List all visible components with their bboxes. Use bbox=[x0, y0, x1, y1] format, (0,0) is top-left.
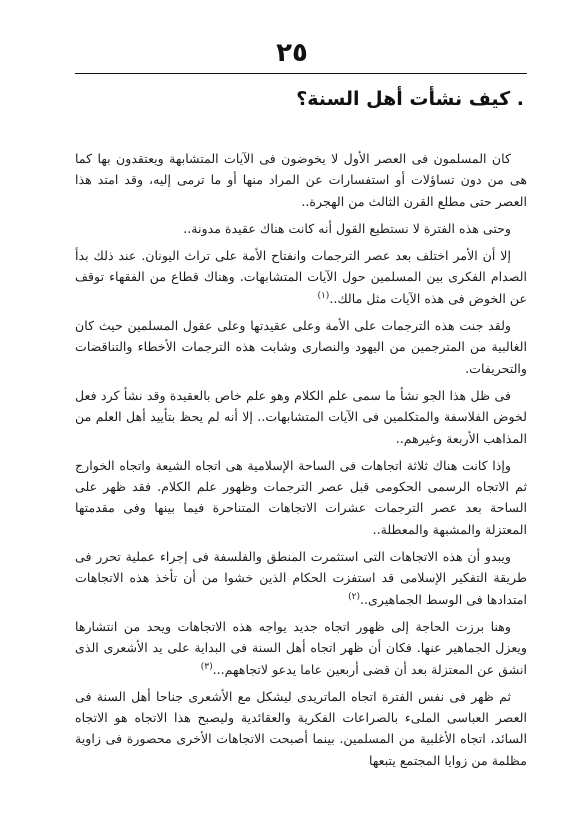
footnote-marker: (٢) bbox=[348, 591, 361, 602]
paragraph: فى ظل هذا الجو نشأ ما سمى علم الكلام وهو علم خاص بالعقيدة وقد نشأ كرد فعل لخوض الفلاسفة والمتكلمين فى الآيات المتشابهات.. إلا أنه لم يحظ بتأييد أهل العلم من المذاهب الأربعة وغيرهم.. bbox=[75, 387, 527, 446]
section-heading: . كيف نشأت أهل السنة؟ bbox=[296, 88, 524, 110]
paragraph: وحتى هذه الفترة لا نستطيع القول أنه كانت هناك عقيدة مدونة.. bbox=[183, 220, 511, 236]
footnote-marker: (١) bbox=[317, 290, 330, 301]
paragraph: ولقد جنت هذه الترجمات على الأمة وعلى عقيدتها وعلى عقول المسلمين حيث كان الغالبية من المترجمين من اليهود والنصارى وشابت هذه الترجمات الأخطاء والتناقضات والتحريفات. bbox=[75, 318, 527, 376]
paragraph: ثم ظهر فى نفس الفترة اتجاه الماتريدى ليشكل مع الأشعرى جناحا أهل السنة فى العصر العباسى الملىء بالصراعات الفكرية والعقائدية وليصبح هذا الاتجاه هو الاتجاه السائد، اتجاه الأغلبية من المسلمين. بينما أصبحت الاتجاهات الأخرى محصورة فى زاوية مظلمة من زوايا المجتمع يتبعها bbox=[75, 688, 527, 768]
page-number: ٢٥ bbox=[276, 38, 308, 68]
paragraph: كان المسلمون فى العصر الأول لا يخوضون فى الآيات المتشابهة ويعتقدون بها كما هى من دون تساؤلات أو استفسارات عن المراد منها أو ما ترمى إليه، وقد امتد هذا العصر حتى مطلع القرن الثالث من الهجرة.. bbox=[75, 151, 527, 209]
body-text bbox=[75, 148, 527, 777]
paragraph: إلا أن الأمر اختلف بعد عصر الترجمات وانفتاح الأمة على تراث اليونان. عند ذلك بدأ الصدام الفكرى بين المسلمين حول الآيات المتشابهات. وهناك قطاع من الفقهاء توقف عن الخوض فى هذه الآيات مثل مالك..$^{(١)}$ bbox=[75, 248, 527, 306]
header-rule bbox=[75, 73, 527, 74]
paragraph: وإذا كانت هناك ثلاثة اتجاهات فى الساحة الإسلامية هى اتجاه الشيعة واتجاه الخوارج ثم الاتجاه الرسمى الحكومى قبل عصر الترجمات وظهور علم الكلام. فقد ظهر على الساحة بعد عصر الترجمات عشرات الاتجاهات المتناحرة فيما بينها وفى مقدمتها المعتزلة والمشبهة والمعطلة.. bbox=[75, 457, 527, 537]
footnote-marker: (٣) bbox=[200, 661, 213, 672]
paragraph: وهنا برزت الحاجة إلى ظهور اتجاه جديد يواجه هذه الاتجاهات ويحد من انتشارها ويعزل الجماهير عنها. فكان أن ظهر اتجاه أهل السنة فى البداية على يد الأشعرى الذى انشق عن المعتزلة بعد أن قضى أربعين عاما يدعو لاتجاههم...$^{(٣)}$ bbox=[75, 618, 527, 677]
paragraph: ويبدو أن هذه الاتجاهات التى استثمرت المنطق والفلسفة فى إجراء عملية تحرر فى طريقة التفكير الإسلامى قد استفزت الحكام الذين خشوا من أن تأخذ هذه الاتجاهات امتدادها فى الوسط الجماهيرى..$^{(٢)}$ bbox=[75, 549, 527, 607]
